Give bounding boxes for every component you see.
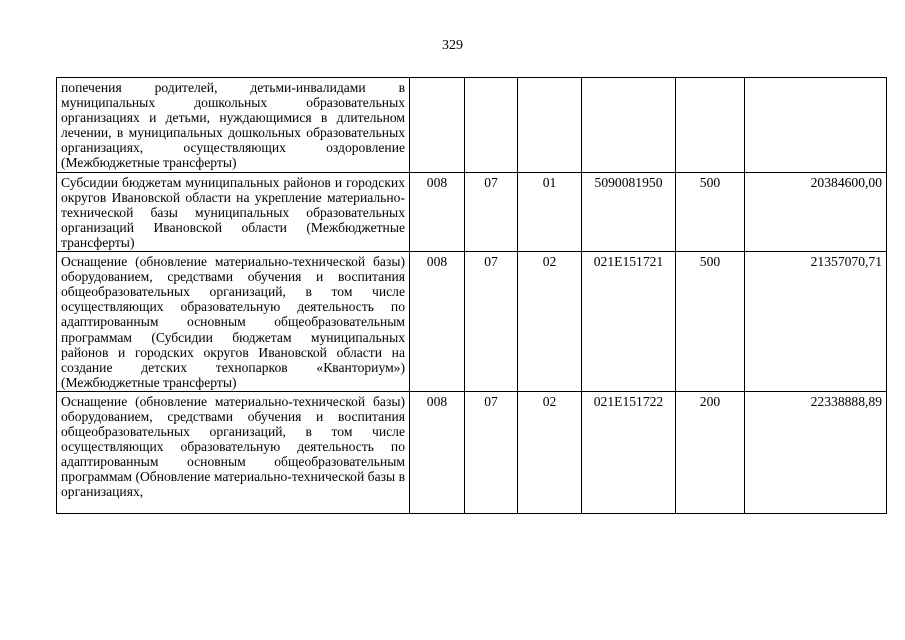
department-code: 008 <box>410 172 465 251</box>
department-code: 008 <box>410 391 465 513</box>
department-code: 008 <box>410 252 465 392</box>
amount: 21357070,71 <box>745 252 887 392</box>
target-item-code: 5090081950 <box>582 172 676 251</box>
section-code: 07 <box>465 252 518 392</box>
subsection-code: 01 <box>518 172 582 251</box>
amount <box>745 78 887 173</box>
amount: 20384600,00 <box>745 172 887 251</box>
section-code <box>465 78 518 173</box>
subsection-code <box>518 78 582 173</box>
table-row <box>57 391 887 513</box>
row-description: Оснащение (обновление материально-технической базы) оборудованием, средствами обучения и воспитания общеобразовательных организаций, в том числе осуществляющих образовательную деятельность по адаптированным основным общеобразовательным программам (Обновление материально-технической базы в организациях, <box>57 391 410 513</box>
expense-type-code: 500 <box>676 172 745 251</box>
row-description: Оснащение (обновление материально-технической базы) оборудованием, средствами обучения и воспитания общеобразовательных организаций, в том числе осуществляющих образовательную деятельность по адаптированным основным общеобразовательным программам (Субсидии бюджетам муниципальных районов и городских округов Ивановской области на создание детских технопарков «Кванториум») (Межбюджетные трансферты) <box>57 252 410 392</box>
row-description: попечения родителей, детьми-инвалидами в муниципальных дошкольных образовательных организациях и детьми, нуждающимися в длительном лечении, в муниципальных дошкольных образовательных организациях, осуществляющих оздоровление (Межбюджетные трансферты) <box>57 78 410 173</box>
expense-type-code <box>676 78 745 173</box>
row-description: Субсидии бюджетам муниципальных районов и городских округов Ивановской области на укрепление материально-технической базы муниципальных образовательных организаций Ивановской области (Межбюджетные трансферты) <box>57 172 410 251</box>
expense-type-code: 200 <box>676 391 745 513</box>
department-code <box>410 78 465 173</box>
table-row <box>57 78 887 173</box>
subsection-code: 02 <box>518 252 582 392</box>
section-code: 07 <box>465 172 518 251</box>
section-code: 07 <box>465 391 518 513</box>
table-row <box>57 172 887 251</box>
target-item-code: 021E151721 <box>582 252 676 392</box>
budget-table <box>56 77 887 514</box>
amount: 22338888,89 <box>745 391 887 513</box>
subsection-code: 02 <box>518 391 582 513</box>
target-item-code <box>582 78 676 173</box>
target-item-code: 021E151722 <box>582 391 676 513</box>
expense-type-code: 500 <box>676 252 745 392</box>
page-number: 329 <box>442 38 463 53</box>
table-row <box>57 252 887 392</box>
